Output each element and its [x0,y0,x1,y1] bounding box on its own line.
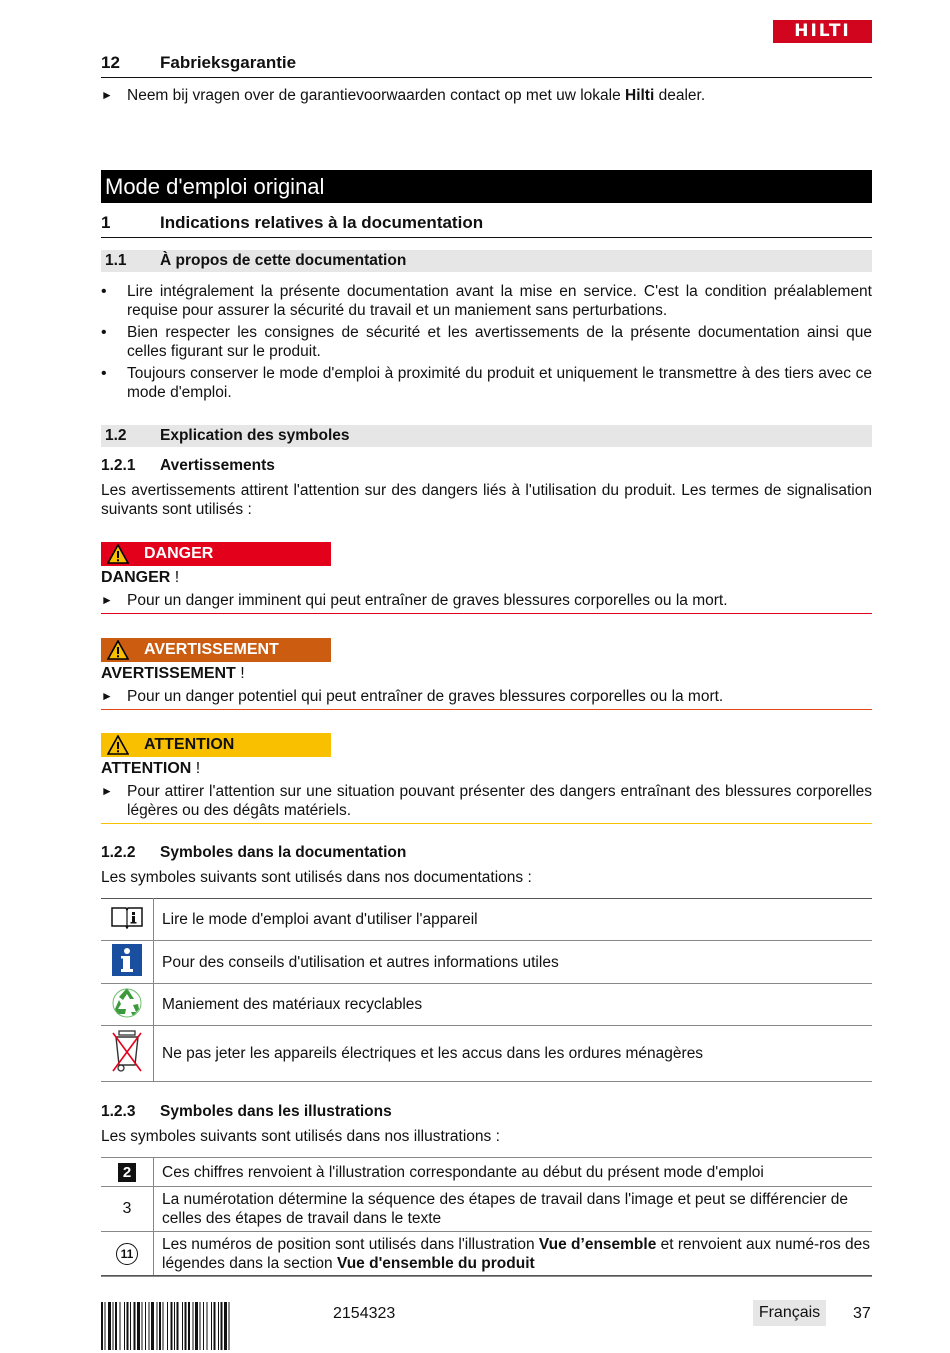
manual-info-icon [110,905,144,929]
hilti-logo: HILTI [773,20,872,43]
warning-triangle-icon [107,735,129,755]
attention-word: ATTENTION ! [101,760,201,777]
warnings-intro: Les avertissements attirent l'attention sur des dangers liés à l'utilisation du produit. Les termes de signalisation suivants sont utilisés : [101,482,872,518]
position-number-badge: 11 [116,1243,138,1265]
symbols-illustrations-intro: Les symboles suivants sont utilisés dans nos illustrations : [101,1128,500,1145]
warning-word: AVERTISSEMENT ! [101,665,245,682]
triangle-bullet-icon: ► [101,593,113,607]
symbols-doc-intro: Les symboles suivants sont utilisés dans nos documentations : [101,869,532,886]
recycle-icon [110,985,144,1019]
table-row: 3 La numérotation détermine la séquence des étapes de travail dans l'image et peut se différencier de celles des étapes de travail dans le texte [101,1187,872,1232]
table-row: Pour des conseils d'utilisation et autres informations utiles [101,941,872,984]
bullet-icon: • [101,324,107,341]
documentation-symbols-table [101,898,872,1082]
document-code: 2154323 [333,1305,396,1322]
barcode-icon [101,1302,313,1350]
attention-signal-label: ATTENTION [101,733,331,757]
triangle-bullet-icon: ► [101,689,113,703]
warning-triangle-icon [107,640,129,660]
warning-divider [101,709,872,710]
section-1-heading: 1 Indications relatives à la documentation [101,213,872,238]
triangle-bullet-icon: ► [101,88,113,102]
table-row: Maniement des matériaux recyclables [101,984,872,1026]
danger-signal-label: DANGER [101,542,331,566]
illustration-symbols-table [101,1157,872,1277]
info-icon [111,943,143,977]
language-label: Français [753,1300,826,1326]
warning-signal-label: AVERTISSEMENT [101,638,331,662]
crossed-bin-icon [110,1028,144,1074]
bullet-icon: • [101,283,107,300]
danger-divider [101,613,872,614]
danger-word: DANGER ! [101,569,180,586]
figure-number-badge: 2 [118,1163,136,1182]
warning-triangle-icon [107,544,129,564]
bullet-icon: • [101,365,107,382]
table-row: 2 Ces chiffres renvoient à l'illustration correspondante au début du présent mode d'emploi [101,1158,872,1187]
attention-divider [101,823,872,824]
heading-number: 12 [101,53,120,72]
section-1-1-heading: 1.1 À propos de cette documentation [101,250,872,272]
document-title-bar: Mode d'emploi original [101,170,872,203]
table-bottom-rule [101,1275,872,1276]
table-row: Ne pas jeter les appareils électriques et les accus dans les ordures ménagères [101,1026,872,1082]
section-1-2-heading: 1.2 Explication des symboles [101,425,872,447]
heading-title: Fabrieksgarantie [160,53,297,72]
step-number: 3 [122,1200,132,1217]
section-12-heading [101,53,872,78]
triangle-bullet-icon: ► [101,784,113,798]
table-row: Lire le mode d'emploi avant d'utiliser l'appareil [101,899,872,941]
page-number: 37 [853,1305,871,1322]
table-row: 11 Les numéros de position sont utilisés dans l'illustration Vue d’ensemble et renvoient aux numé-ros des légendes dans la section Vue d'ensemble du produit [101,1232,872,1277]
